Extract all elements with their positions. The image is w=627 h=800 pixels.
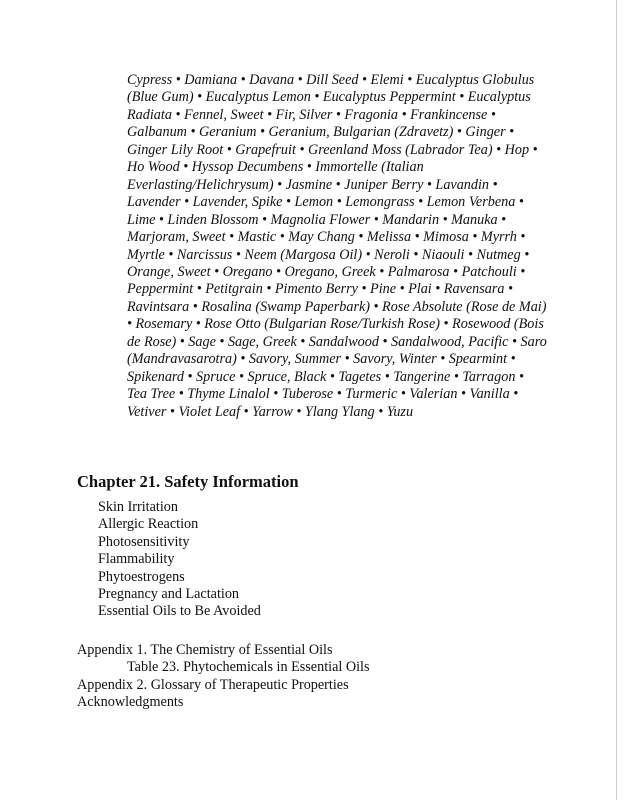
toc-entry-appendix-2[interactable]: Appendix 2. Glossary of Therapeutic Properties	[77, 676, 349, 693]
toc-entry-skin-irritation[interactable]: Skin Irritation	[98, 499, 178, 515]
chapter-21-section-list	[98, 499, 261, 621]
toc-entry-oils-to-avoid[interactable]: Essential Oils to Be Avoided	[98, 603, 261, 620]
toc-entry-photosensitivity[interactable]: Photosensitivity	[98, 533, 190, 550]
toc-entry-acknowledgments[interactable]: Acknowledgments	[77, 694, 184, 711]
toc-entry-table-23[interactable]: Table 23. Phytochemicals in Essential Oils	[127, 659, 370, 676]
essential-oils-list: Cypress • Damiana • Davana • Dill Seed • Elemi • Eucalyptus Globulus (Blue Gum) • Eucalyptus Lemon • Eucalyptus Peppermint • Eucalyptus Radiata • Fennel, Sweet • Fir, Silver • Fragonia • Frankincense • Galbanum • Geranium • Geranium, Bulgarian (Zdravetz) • Ginger • Ginger Lily Root • Grapefruit • Greenland Moss (Labrador Tea) • Hop • Ho Wood • Hyssop Decumbens • Immortelle (Italian Everlasting/Helichrysum) • Jasmine • Juniper Berry • Lavandin • Lavender • Lavender, Spike • Lemon • Lemongrass • Lemon Verbena • Lime • Linden Blossom • Magnolia Flower • Mandarin • Manuka • Marjoram, Sweet • Mastic • May Chang • Melissa • Mimosa • Myrrh • Myrtle • Narcissus • Neem (Margosa Oil) • Neroli • Niaouli • Nutmeg • Orange, Sweet • Oregano • Oregano, Greek • Palmarosa • Patchouli • Peppermint • Petitgrain • Pimento Berry • Pine • Plai • Ravensara • Ravintsara • Rosalina (Swamp Paperbark) • Rose Absolute (Rose de Mai) • Rosemary • Rose Otto (Bulgarian Rose/Turkish Rose) • Rosewood (Bois de Rose) • Sage • Sage, Greek • Sandalwood • Sandalwood, Pacific • Saro (Mandravasarotra) • Savory, Summer • Savory, Winter • Spearmint • Spikenard • Spruce • Spruce, Black • Tagetes • Tangerine • Tarragon • Tea Tree • Thyme Linalol • Tuberose • Turmeric • Valerian • Vanilla • Vetiver • Violet Leaf • Yarrow • Ylang Ylang • Yuzu	[127, 72, 547, 420]
toc-entry-appendix-1[interactable]: Appendix 1. The Chemistry of Essential Oils	[77, 642, 333, 658]
chapter-21-heading[interactable]: Chapter 21. Safety Information	[77, 472, 299, 491]
toc-entry-flammability[interactable]: Flammability	[98, 551, 175, 568]
toc-entry-phytoestrogens[interactable]: Phytoestrogens	[98, 568, 185, 585]
toc-entry-pregnancy-lactation[interactable]: Pregnancy and Lactation	[98, 586, 240, 603]
toc-entry-allergic-reaction[interactable]: Allergic Reaction	[98, 516, 199, 533]
appendix-toc	[77, 642, 370, 712]
